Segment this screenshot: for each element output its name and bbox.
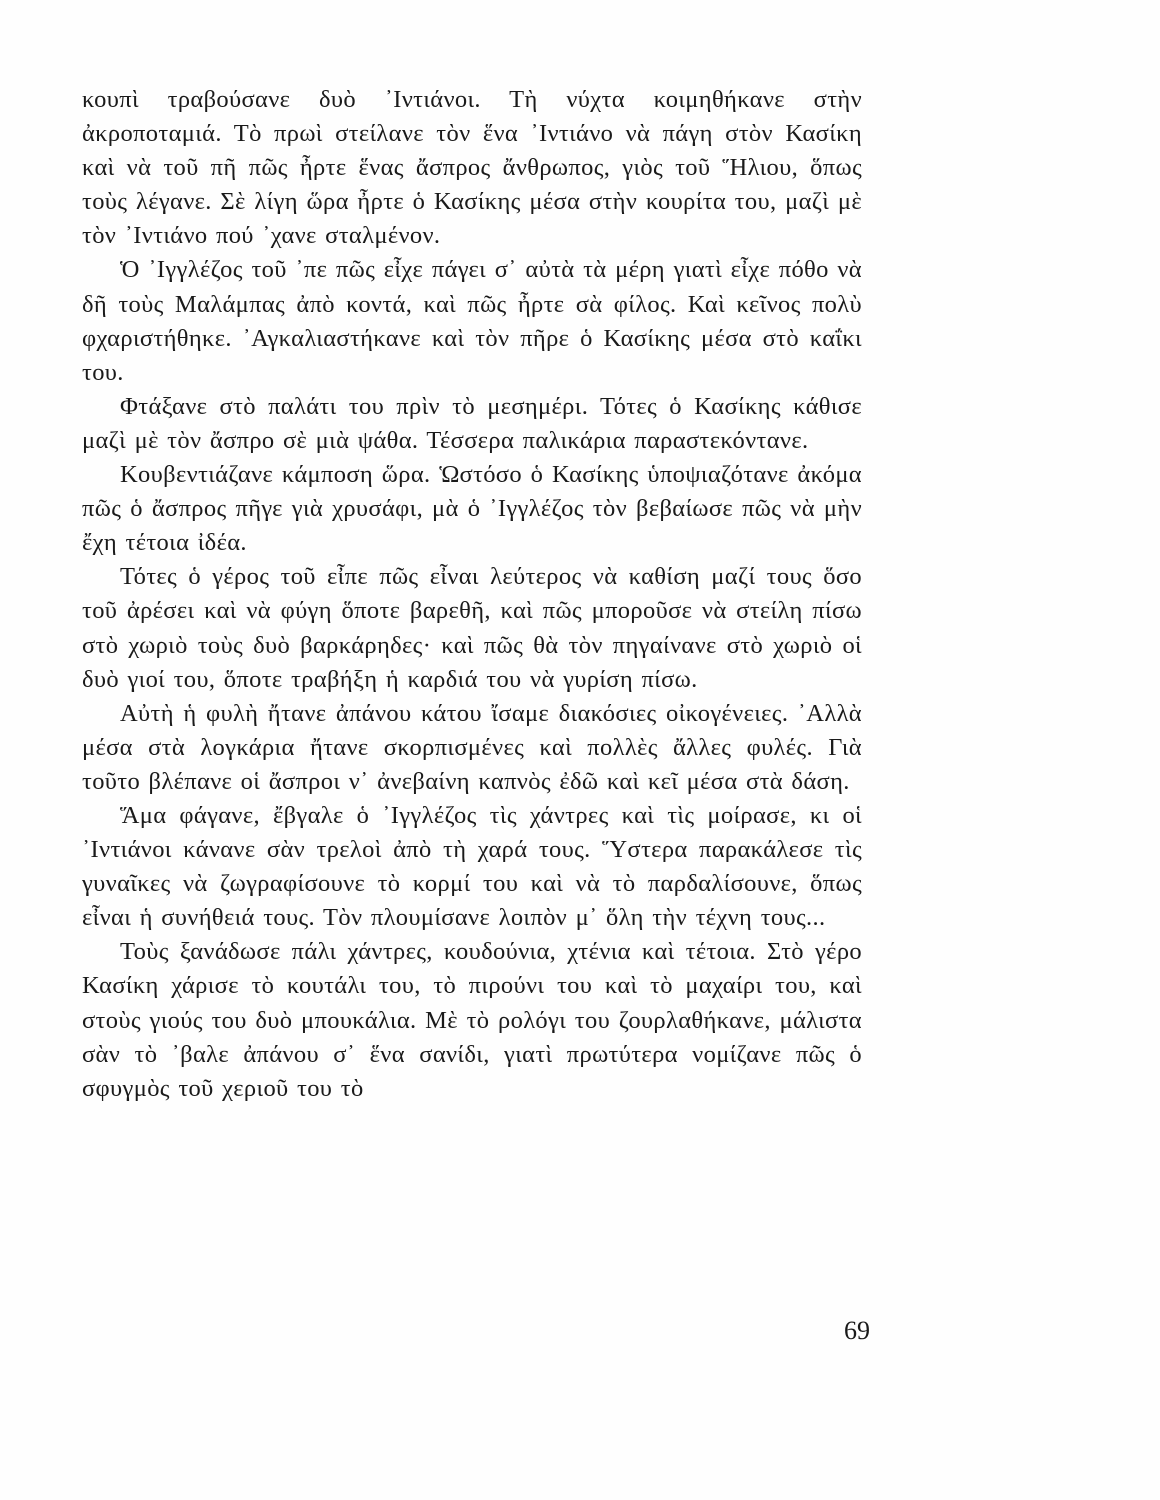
paragraph-3: Φτάξανε στὸ παλάτι του πρὶν τὸ μεσημέρι. Τότες ὁ Κασίκης κάθισε μαζὶ μὲ τὸν ἄσπρο σὲ μιὰ ψάθα. Τέσσερα παλικάρια παραστεκόντανε. [82,392,862,454]
paragraph-1: κουπὶ τραβούσανε δυὸ ᾿Ιντιάνοι. Τὴ νύχτα κοιμηθήκανε στὴν ἀκροποταμιά. Τὸ πρωὶ στείλανε τὸν ἕνα ᾿Ιντιάνο νὰ πάγη στὸν Κασίκη καὶ νὰ τοῦ πῆ πῶς ἦρτε ἕνας ἄσπρος ἄνθρωπος, γιὸς τοῦ Ἥλιου, ὅπως τοὺς λέγανε. Σὲ λίγη ὥρα ἦρτε ὁ Κασίκης μέσα στὴν κουρίτα του, μαζὶ μὲ τὸν ᾿Ιντιάνο πού ᾿χανε σταλμένον. [82,86,862,250]
paragraph-8: Τοὺς ξανάδωσε πάλι χάντρες, κουδούνια, χτένια καὶ τέτοια. Στὸ γέρο Κασίκη χάρισε τὸ κουτάλι του, τὸ πιρούνι του καὶ τὸ μαχαίρι του, καὶ στοὺς γιούς του δυὸ μπουκάλια. Μὲ τὸ ρολόγι του ζουρλαθήκανε, μάλιστα σὰν τὸ ᾿βαλε ἀπάνου σ᾿ ἕνα σανίδι, γιατὶ πρωτύτερα νομίζανε πῶς ὁ σφυγμὸς τοῦ χεριοῦ του τὸ [82,938,862,1102]
paragraph-6: Αὐτὴ ἡ φυλὴ ἤτανε ἀπάνου κάτου ἴσαμε διακόσιες οἰκογένειες. ᾿Αλλὰ μέσα στὰ λογκάρια ἤτανε σκορπισμένες καὶ πολλὲς ἄλλες φυλές. Γιὰ τοῦτο βλέπανε οἱ ἄσπροι ν᾿ ἀνεβαίνη καπνὸς ἐδῶ καὶ κεῖ μέσα στὰ δάση. [82,699,862,795]
paragraph-7: Ἅμα φάγανε, ἔβγαλε ὁ ᾿Ιγγλέζος τὶς χάντρες καὶ τὶς μοίρασε, κι οἱ ᾿Ιντιάνοι κάνανε σὰν τρελοὶ ἀπὸ τὴ χαρά τους. Ὕστερα παρακάλεσε τὶς γυναῖκες νὰ ζωγραφίσουνε τὸ κορμί του καὶ νὰ τὸ παρδαλίσουνε, ὅπως εἶναι ἡ συνήθειά τους. Τὸν πλουμίσανε λοιπὸν μ᾿ ὅλη τὴν τέχνη τους... [82,801,862,932]
page-number: 69 [844,1316,870,1345]
paragraph-5: Τότες ὁ γέρος τοῦ εἶπε πῶς εἶναι λεύτερος νὰ καθίση μαζί τους ὅσο τοῦ ἀρέσει καὶ νὰ φύγη ὅποτε βαρεθῆ, καὶ πῶς μποροῦσε νὰ στείλη πίσω στὸ χωριὸ τοὺς δυὸ βαρκάρηδες· καὶ πῶς θὰ τὸν πηγαίνανε στὸ χωριὸ οἱ δυὸ γιοί του, ὅποτε τραβήξη ἡ καρδιά του νὰ γυρίση πίσω. [82,563,862,693]
body-text [82,83,862,1106]
paragraph-2: Ὁ ᾿Ιγγλέζος τοῦ ᾿πε πῶς εἶχε πάγει σ᾿ αὐτὰ τὰ μέρη γιατὶ εἶχε πόθο νὰ δῆ τοὺς Μαλάμπας ἀπὸ κοντά, καὶ πῶς ἦρτε σὰ φίλος. Καὶ κεῖνος πολὺ φχαριστήθηκε. ᾿Αγκαλιαστήκανε καὶ τὸν πῆρε ὁ Κασίκης μέσα στὸ καΐκι του. [82,256,862,386]
paragraph-4: Κουβεντιάζανε κάμποση ὥρα. Ὡστόσο ὁ Κασίκης ὑποψιαζότανε ἀκόμα πῶς ὁ ἄσπρος πῆγε γιὰ χρυσάφι, μὰ ὁ ᾿Ιγγλέζος τὸν βεβαίωσε πῶς νὰ μὴν ἔχη τέτοια ἰδέα. [82,461,862,557]
